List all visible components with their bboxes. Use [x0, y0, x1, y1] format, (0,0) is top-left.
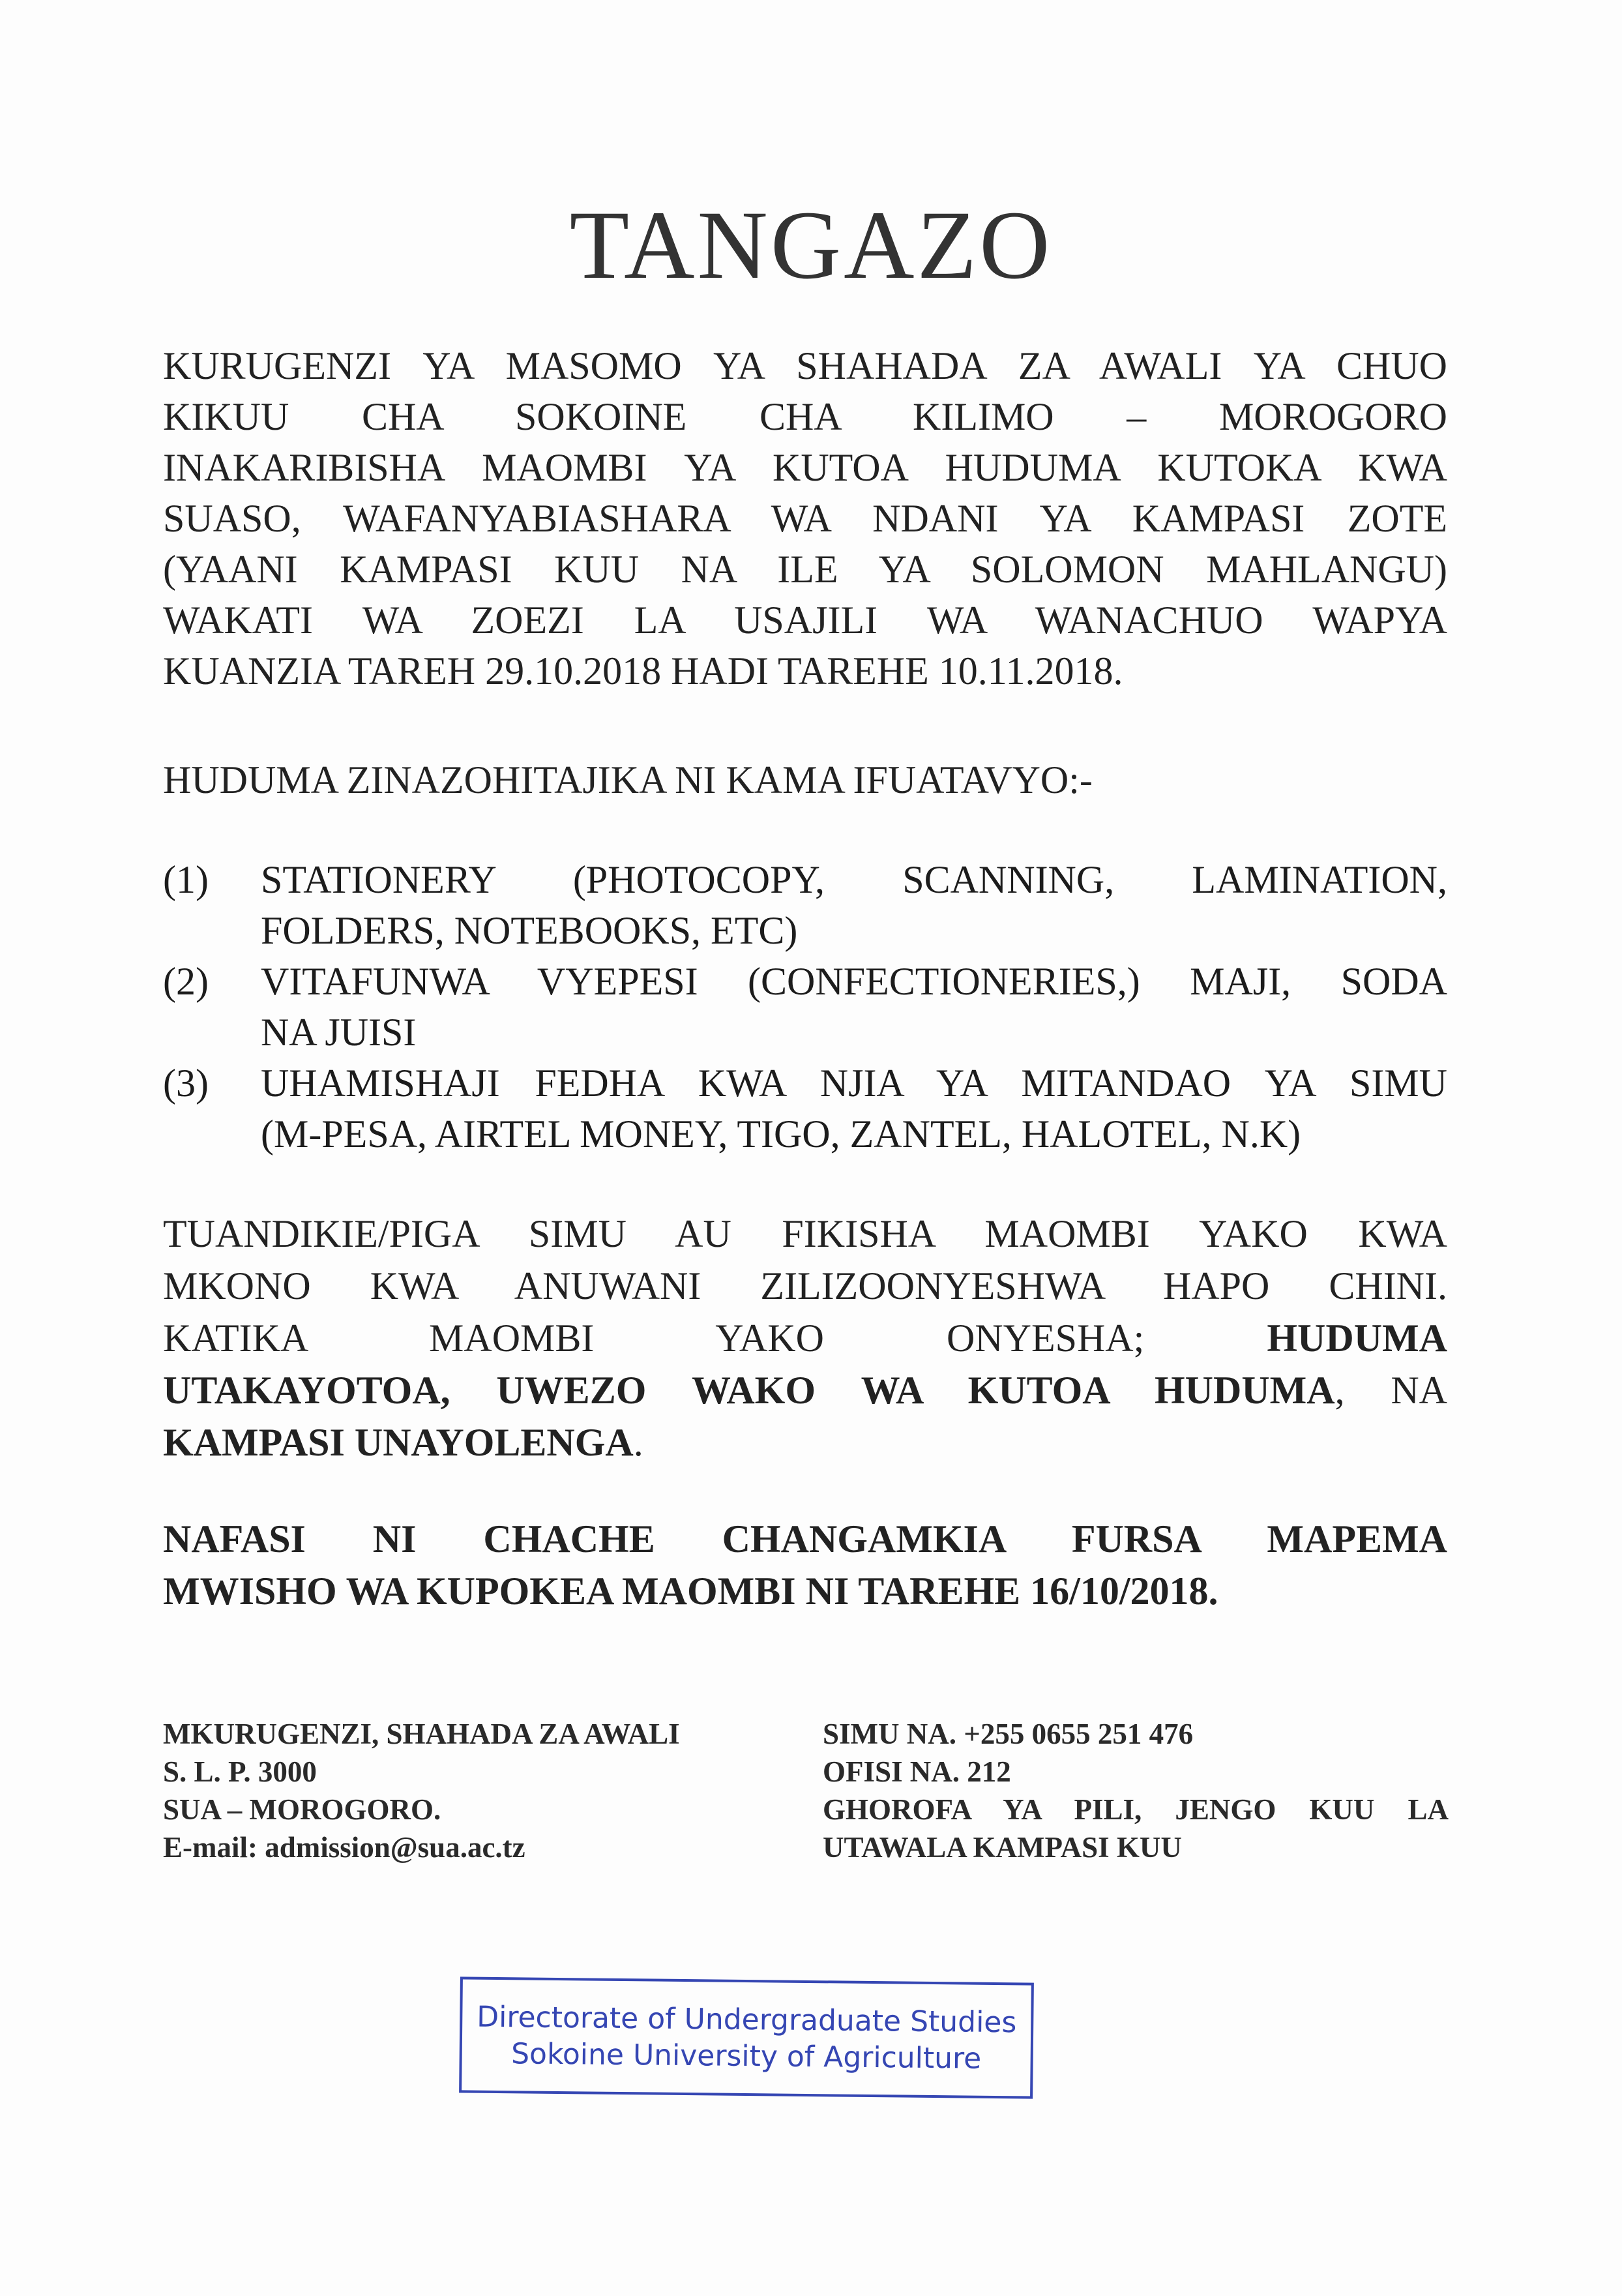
stamp-line: Sokoine University of Agriculture — [510, 2037, 982, 2076]
postal-address — [163, 1715, 782, 1866]
intro-line: INAKARIBISHA MAOMBI YA KUTOA HUDUMA KUTOKA KWA — [163, 446, 1447, 489]
service-line: STATIONERY (PHOTOCOPY, SCANNING, LAMINATION, — [261, 858, 1447, 901]
location-line: UTAWALA KAMPASI KUU — [823, 1831, 1182, 1864]
service-text — [261, 1058, 1447, 1159]
apply-text: . — [633, 1421, 643, 1464]
application-instructions — [163, 1208, 1447, 1469]
service-line: (M-PESA, AIRTEL MONEY, TIGO, ZANTEL, HALOTEL, N.K) — [261, 1112, 1301, 1155]
intro-line: KUANZIA TAREH 29.10.2018 HADI TAREHE 10.11.2018. — [163, 649, 1123, 693]
service-line: UHAMISHAJI FEDHA KWA NJIA YA MITANDAO YA SIMU — [261, 1062, 1447, 1105]
address-line: SUA – MOROGORO. — [163, 1793, 441, 1826]
apply-line — [163, 1312, 1447, 1364]
intro-line: SUASO, WAFANYABIASHARA WA NDANI YA KAMPASI ZOTE — [163, 497, 1447, 540]
service-line: FOLDERS, NOTEBOOKS, ETC) — [261, 909, 798, 952]
location-line: GHOROFA YA PILI, JENGO KUU LA — [823, 1793, 1449, 1826]
service-number: (1) — [163, 858, 209, 901]
service-line: NA JUISI — [261, 1011, 417, 1054]
official-stamp — [459, 1976, 1034, 2098]
service-text — [261, 854, 1447, 956]
service-line: VITAFUNWA VYEPESI (CONFECTIONERIES,) MAJI, SODA — [261, 960, 1447, 1003]
deadline-notice — [163, 1513, 1447, 1617]
service-text — [261, 956, 1447, 1058]
service-item — [163, 956, 1447, 1058]
stamp-line: Directorate of Undergraduate Studies — [476, 2000, 1017, 2040]
service-item — [163, 854, 1447, 956]
intro-line: WAKATI WA ZOEZI LA USAJILI WA WANACHUO WAPYA — [163, 599, 1447, 642]
apply-emphasis: HUDUMA — [1267, 1317, 1447, 1360]
address-line: S. L. P. 3000 — [163, 1755, 317, 1788]
apply-emphasis: KAMPASI UNAYOLENGA — [163, 1421, 634, 1464]
apply-text: KATIKA MAOMBI YAKO ONYESHA; — [163, 1317, 1145, 1360]
apply-text: , NA — [1334, 1369, 1447, 1412]
email-address: E-mail: admission@sua.ac.tz — [163, 1831, 525, 1864]
notice-title: TANGAZO — [569, 191, 1053, 299]
service-number: (2) — [163, 960, 209, 1003]
deadline-line: NAFASI NI CHACHE CHANGAMKIA FURSA MAPEMA — [163, 1517, 1447, 1560]
service-number: (3) — [163, 1062, 209, 1105]
intro-line: KIKUU CHA SOKOINE CHA KILIMO – MOROGORO — [163, 395, 1447, 438]
services-list — [163, 854, 1447, 1159]
services-heading: HUDUMA ZINAZOHITAJIKA NI KAMA IFUATAVYO:- — [163, 758, 1093, 801]
apply-line — [163, 1364, 1447, 1416]
address-line: MKURUGENZI, SHAHADA ZA AWALI — [163, 1718, 680, 1750]
office-number: OFISI NA. 212 — [823, 1755, 1011, 1788]
phone-number: SIMU NA. +255 0655 251 476 — [823, 1718, 1194, 1750]
intro-line: (YAANI KAMPASI KUU NA ILE YA SOLOMON MAHLANGU) — [163, 548, 1447, 591]
apply-emphasis: UTAKAYOTOA, UWEZO WAKO WA KUTOA HUDUMA — [163, 1369, 1335, 1412]
intro-paragraph — [163, 340, 1447, 696]
apply-line: TUANDIKIE/PIGA SIMU AU FIKISHA MAOMBI YAKO KWA — [163, 1212, 1447, 1255]
contact-details — [823, 1715, 1449, 1866]
intro-line: KURUGENZI YA MASOMO YA SHAHADA ZA AWALI YA CHUO — [163, 344, 1447, 387]
apply-line: MKONO KWA ANUWANI ZILIZOONYESHWA HAPO CHINI. — [163, 1264, 1447, 1307]
deadline-line: MWISHO WA KUPOKEA MAOMBI NI TAREHE 16/10/2018. — [163, 1570, 1218, 1613]
service-item — [163, 1058, 1447, 1159]
apply-line — [163, 1416, 1447, 1469]
